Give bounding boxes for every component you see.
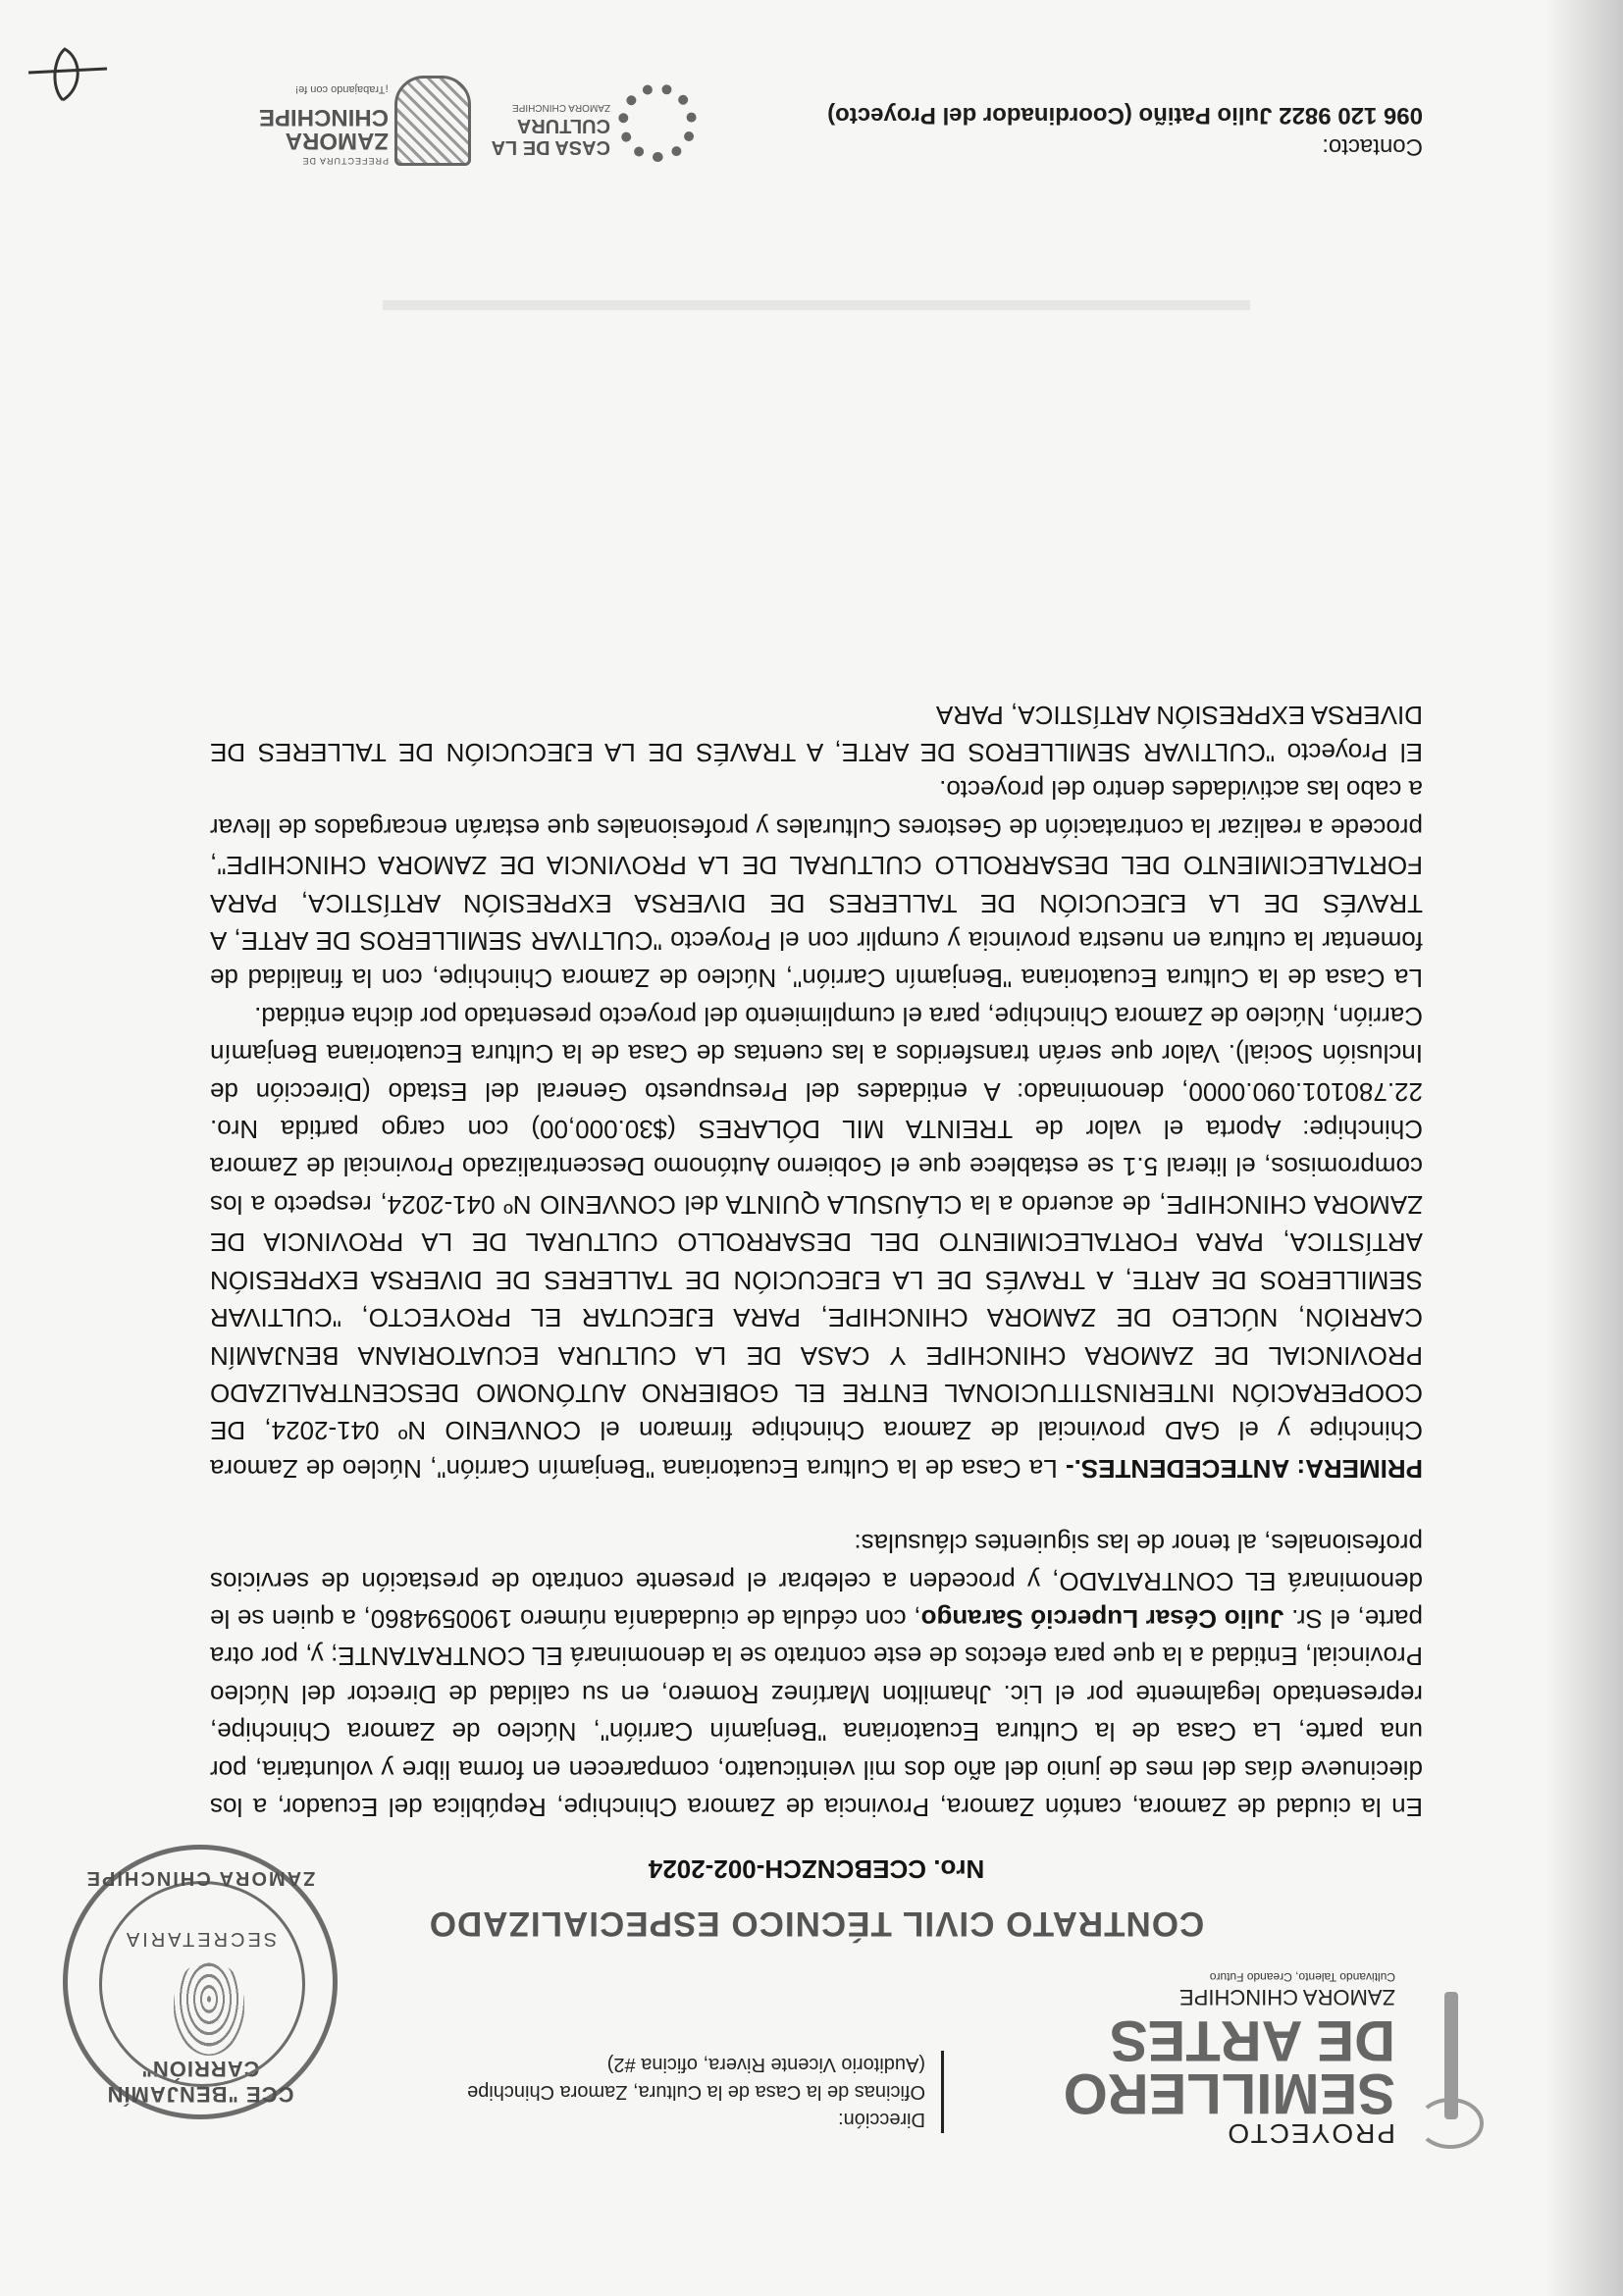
prefectura-line1: ZAMORA [285, 128, 389, 154]
bleed-through-decoration: ▬▬▬▬▬▬▬▬▬▬▬▬▬▬▬▬▬▬▬▬▬▬▬▬▬▬ [383, 292, 1250, 330]
page-footer [210, 44, 1423, 166]
contact-label: Contacto: [1322, 133, 1423, 160]
logo-zamora-text: ZAMORA CHINCHIPE [1178, 1985, 1395, 2009]
address-line2: (Auditorio Vicente Rivera, oficina #2) [606, 2054, 925, 2075]
seal-ring-bottom: ZAMORA CHINCHIPE [84, 1867, 316, 1889]
casa-cultura-sub: ZAMORA CHINCHIPE [511, 102, 610, 113]
clause-primera-paragraph-3 [210, 696, 1423, 771]
intro-paragraph [210, 1525, 1423, 1826]
prefectura-top: PREFECTURA DE [301, 156, 389, 166]
contact-value: 096 120 9822 Julio Patiño (Coordinador del Proyecto) [827, 102, 1423, 129]
address-line1: Oficinas de la Casa de la Cultura, Zamora Chinchipe [467, 2081, 925, 2103]
address-label: Dirección: [838, 2109, 925, 2130]
logo-proyecto-text: PROYECTO [1226, 2118, 1395, 2149]
address-block [415, 2051, 944, 2133]
prefectura-shield-icon [394, 76, 471, 166]
contract-body [210, 696, 1423, 1943]
seal-ring-top: CCE "BENJAMÍN CARRIÓN" [106, 2057, 294, 2107]
scan-shadow [1544, 0, 1623, 2296]
logo-title [1063, 2009, 1395, 2125]
casa-cultura-emblem-icon [618, 83, 697, 162]
plant-logo-icon [1405, 1992, 1493, 2159]
contractor-name: Julio César Luperció Sarango [920, 1603, 1284, 1634]
clause-primera-text: La Casa de la Cultura Ecuatoriana "Benjamín Carrión", Núcleo de Zamora Chinchipe y el GAD provincial de Zamora Chinchipe firmaron el CONVENIO Nº 041-2024, DE COOPERACIÓN INTERINSTITUCIONAL ENTRE EL GOBIERNO AUTÓNOMO DESCENTRALIZADO PROVINCIAL DE ZAMORA CHINCHIPE Y CASA DE LA CULTURA ECUATORIANA BENJAMÍN CARRIÓN, NÚCLEO DE ZAMORA CHINCHIPE, PARA EJECUTAR EL PROYECTO, "CULTIVAR SEMILLEROS DE ARTE, A TRAVÉS DE LA EJECUCIÓN DE TALLERES DE DIVERSA EXPRESIÓN ARTÍSTICA, PARA FORTALECIMIENTO DEL DESARROLLO CULTURAL DE LA PROVINCIA DE ZAMORA CHINCHIPE, de acuerdo a la CLÁUSULA QUINTA del CONVENIO Nº 041-2024, respecto a los compromisos, el literal 5.1 se establece que el Gobierno Autónomo Descentralizado Provincial de Zamora Chinchipe: Aporta el valor de TREINTA MIL DÓLARES ($30.000,00) con cargo partida Nro. 22.780101.090.0000, denominado: A entidades del Presupuesto General del Estado (Dirección de Inclusión Social). Valor que serán transferidos a las cuentas de Casa de la Cultura Ecuatoriana Benjamín Carrión, Núcleo de Zamora Chinchipe, para el cumplimiento del proyecto presentado por dicha entidad. [210, 1001, 1423, 1484]
clause-primera [210, 997, 1423, 1487]
clause-primera-label: PRIMERA: ANTECEDENTES.- [1065, 1453, 1423, 1484]
fingerprint-icon [174, 1961, 244, 2056]
prefectura-name [259, 105, 389, 152]
document-title: CONTRATO CIVIL TÉCNICO ESPECIALIZADO [428, 1905, 1205, 1943]
prefectura-line2: CHINCHIPE [258, 104, 389, 130]
semillero-logo [1063, 1970, 1493, 2178]
clause-primera-paragraph-2 [210, 771, 1423, 997]
intro-text: En la ciudad de Zamora, cantón Zamora, Provincia de Zamora Chinchipe, República del Ecuador, a los diecinueve días del mes de junio del año dos mil veinticuatro, comparecen en forma libre y voluntaria, por una parte, La Casa de la Cultura Ecuatoriana "Benjamín Carrión", Núcleo de Zamora Chinchipe, representado legalmente por el Lic. Jhamilton Martínez Romero, en su calidad de Director del Núcleo Provincial, Entidad a la que para efectos de este contrato se la denominará EL CONTRATANTE; y, por otra parte, el Sr. [210, 1603, 1423, 1822]
intro-end-text: , con cédula de ciudadanía número 1900594860, a quien se le denominará EL CONTRATADO, y proceden a celebrar el presente contrato de prestación de servicios profesionales, al tenor de las siguientes cláusulas: [209, 1529, 1423, 1634]
casa-cultura-line1: CASA DE LA [491, 136, 610, 158]
logo-tagline: Cultivando Talento, Creando Futuro [1209, 1970, 1395, 1984]
clause-primera-text-3: El Proyecto "CULTIVAR SEMILLEROS DE ARTE, A TRAVÉS DE LA EJECUCIÓN DE TALLERES DE DIVERSA EXPRESIÓN ARTÍSTICA, PARA [210, 700, 1423, 768]
prefectura-logo [216, 64, 471, 172]
handwritten-mark-icon [24, 39, 112, 108]
clause-primera-text-2: La Casa de la Cultura Ecuatoriana "Benjamín Carrión", Núcleo de Zamora Chinchipe, con la finalidad de fomentar la cultura en nuestra provincia y cumplir con el Proyecto "CULTIVAR SEMILLEROS DE ARTE, A TRAVÉS DE LA EJECUCIÓN DE TALLERES DE DIVERSA EXPRESIÓN ARTÍSTICA, PARA FORTALECIMIENTO DEL DESARROLLO CULTURAL DE LA PROVINCIA DE ZAMORA CHINCHIPE", procede a realizar la contratación de Gestores Culturales y profesionales que estarán encargados de llevar a cabo las actividades dentro del proyecto. [210, 775, 1423, 994]
casa-cultura-line2: CULTURA [516, 115, 610, 136]
seal-center-text: SECRETARIA [123, 1928, 278, 1950]
casa-cultura-logo [491, 64, 697, 172]
logo-title-line1: SEMILLERO [1063, 2061, 1395, 2125]
document-number: Nro. CCEBCNZCH-002-2024 [648, 1854, 985, 1884]
logo-title-line2: DE ARTES [1109, 2009, 1395, 2072]
contact-block [827, 99, 1423, 162]
prefectura-slogan: ¡Trabajando con fe! [295, 83, 389, 95]
casa-cultura-name [492, 115, 610, 158]
